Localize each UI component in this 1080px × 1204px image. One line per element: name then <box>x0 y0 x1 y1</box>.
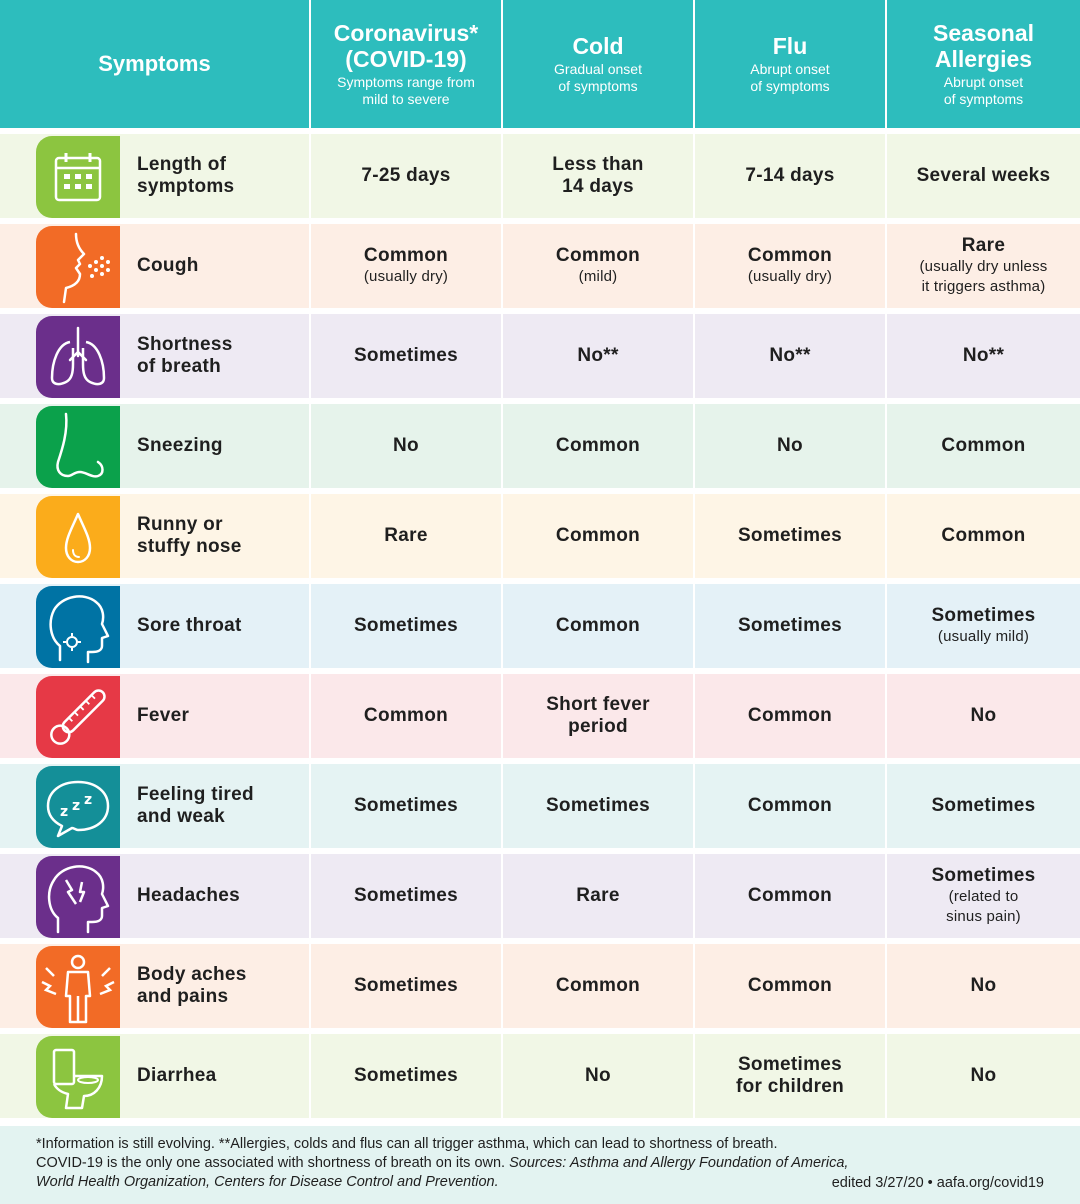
table-cell <box>887 854 1080 938</box>
symptom-label: Cough <box>137 255 199 276</box>
table-cell <box>695 314 885 398</box>
cell-value: Sometimes <box>737 525 843 546</box>
cell-value: No <box>970 1065 997 1086</box>
table-cell <box>503 1034 693 1118</box>
table-cell <box>311 224 501 308</box>
cell-value: 7-25 days <box>361 165 451 186</box>
table-cell <box>695 494 885 578</box>
sleep-bubble-icon <box>36 766 120 848</box>
svg-text:z: z <box>72 798 81 814</box>
header-col-allergies <box>887 0 1080 128</box>
svg-text:z: z <box>84 792 93 808</box>
table-cell <box>887 134 1080 218</box>
header-col-covid <box>311 0 501 128</box>
cell-note: (mild) <box>578 268 618 285</box>
cell-value: Common <box>941 525 1026 546</box>
cell-value: Common <box>363 705 449 726</box>
symptom-label: Diarrhea <box>137 1065 217 1086</box>
symptom-row <box>0 584 1080 668</box>
cell-note: (usually dry unless it triggers asthma) <box>919 258 1048 295</box>
cell-value: Sometimes <box>353 345 459 366</box>
symptom-row <box>0 944 1080 1028</box>
cell-value: No** <box>769 345 811 366</box>
table-cell <box>503 404 693 488</box>
symptom-row <box>0 1034 1080 1118</box>
table-cell <box>695 674 885 758</box>
cell-value: Sometimes <box>737 615 843 636</box>
symptom-label: Length of symptoms <box>137 154 235 197</box>
header-symptoms-label: Symptoms <box>98 51 211 76</box>
cell-value: No** <box>962 345 1005 366</box>
cell-value: Common <box>747 245 833 266</box>
table-cell <box>503 854 693 938</box>
cell-value: Common <box>555 435 641 456</box>
cell-value: Common <box>555 615 641 636</box>
cell-value: Sometimes <box>931 795 1036 816</box>
cell-value: Rare <box>384 525 428 546</box>
cell-note: (usually dry) <box>363 268 449 285</box>
table-cell <box>503 134 693 218</box>
header-col-flu <box>695 0 885 128</box>
footnote-line1: *Information is still evolving. **Allergies, colds and flus can all trigger asthma, which can lead to shortness of breath. <box>36 1136 778 1152</box>
cell-value: Sometimes <box>353 1065 459 1086</box>
header-col-subtitle: Abrupt onset of symptoms <box>750 61 830 94</box>
symptom-label: Sore throat <box>137 615 242 636</box>
symptom-label: Headaches <box>137 885 241 906</box>
table-cell <box>503 494 693 578</box>
table-cell <box>311 494 501 578</box>
symptom-label: Runny or stuffy nose <box>137 514 242 557</box>
table-cell <box>887 1034 1080 1118</box>
cough-face-icon <box>36 226 120 308</box>
cell-value: No <box>777 435 803 456</box>
table-cell <box>695 1034 885 1118</box>
table-cell <box>887 944 1080 1028</box>
cell-value: Common <box>747 885 833 906</box>
cell-value: Common <box>363 245 449 266</box>
cell-value: Less than 14 days <box>552 154 644 197</box>
footnote-sources-line3: World Health Organization, Centers for Disease Control and Prevention. <box>36 1174 499 1190</box>
toilet-icon <box>36 1036 120 1118</box>
footnote <box>0 1126 1080 1204</box>
table-cell <box>311 674 501 758</box>
symptom-label: Body aches and pains <box>137 964 247 1007</box>
table-cell <box>887 584 1080 668</box>
cell-value: Sometimes for children <box>735 1054 845 1097</box>
symptom-label: Fever <box>137 705 190 726</box>
body-aches-icon <box>36 946 120 1028</box>
cell-note: (usually dry) <box>747 268 833 285</box>
table-cell <box>311 404 501 488</box>
cell-value: No <box>970 705 997 726</box>
table-cell <box>503 224 693 308</box>
cell-value: Sometimes <box>353 885 459 906</box>
cell-value: Sometimes <box>931 865 1036 886</box>
cell-value: Common <box>555 975 641 996</box>
table-cell <box>311 764 501 848</box>
headache-icon <box>36 856 120 938</box>
cell-value: 7-14 days <box>745 165 835 186</box>
cell-value: Short fever period <box>546 694 650 737</box>
cell-value: Common <box>941 435 1026 456</box>
table-cell <box>503 674 693 758</box>
table-cell <box>311 944 501 1028</box>
lungs-icon <box>36 316 120 398</box>
table-cell <box>503 764 693 848</box>
header-col-subtitle: Symptoms range from mild to severe <box>337 74 475 107</box>
table-cell <box>695 944 885 1028</box>
header-col-title: Flu <box>772 33 808 59</box>
table-cell <box>503 314 693 398</box>
cell-note: (related to sinus pain) <box>946 888 1021 925</box>
nose-icon <box>36 406 120 488</box>
header-col-subtitle: Gradual onset of symptoms <box>554 61 642 94</box>
table-cell <box>311 1034 501 1118</box>
footnote-line2 <box>36 1154 1044 1173</box>
table-cell <box>695 224 885 308</box>
symptom-row <box>0 134 1080 218</box>
table-cell <box>695 584 885 668</box>
table-cell <box>887 314 1080 398</box>
table-cell <box>503 584 693 668</box>
cell-value: Rare <box>961 235 1006 256</box>
svg-text:z: z <box>60 804 69 820</box>
symptom-label: Sneezing <box>137 435 223 456</box>
cell-value: Common <box>747 705 833 726</box>
cell-value: Common <box>747 975 833 996</box>
calendar-icon <box>36 136 120 218</box>
header-col-title: Cold <box>572 33 624 59</box>
cell-value: Common <box>555 245 641 266</box>
cell-value: No <box>585 1065 611 1086</box>
header-symptoms <box>0 0 309 128</box>
cell-value: Sometimes <box>931 605 1036 626</box>
table-cell <box>887 764 1080 848</box>
footnote-line2-text: COVID-19 is the only one associated with shortness of breath on its own. <box>36 1155 506 1171</box>
symptom-row <box>0 674 1080 758</box>
table-cell <box>311 314 501 398</box>
header-col-title: Seasonal Allergies <box>933 20 1034 72</box>
table-cell <box>887 404 1080 488</box>
table-cell <box>503 944 693 1028</box>
cell-value: Common <box>555 525 641 546</box>
table-cell <box>311 584 501 668</box>
table-cell <box>695 764 885 848</box>
table-cell <box>695 854 885 938</box>
cell-value: Common <box>747 795 833 816</box>
table-cell <box>887 494 1080 578</box>
cell-value: No <box>393 435 419 456</box>
symptom-label: Feeling tired and weak <box>137 784 254 827</box>
table-cell <box>311 854 501 938</box>
symptom-row <box>0 764 1080 848</box>
cell-note: (usually mild) <box>937 628 1030 645</box>
symptom-label: Shortness of breath <box>137 334 233 377</box>
cell-value: Sometimes <box>353 615 459 636</box>
table-cell <box>695 134 885 218</box>
symptom-row <box>0 314 1080 398</box>
header-col-title: Coronavirus* (COVID-19) <box>333 20 479 72</box>
header-col-cold <box>503 0 693 128</box>
droplet-icon <box>36 496 120 578</box>
table-cell <box>887 674 1080 758</box>
symptom-row <box>0 854 1080 938</box>
table-cell <box>695 404 885 488</box>
symptom-row <box>0 224 1080 308</box>
cell-value: Sometimes <box>353 795 459 816</box>
cell-value: Rare <box>576 885 620 906</box>
symptom-row <box>0 494 1080 578</box>
sore-throat-icon <box>36 586 120 668</box>
footnote-sources: Sources: Asthma and Allergy Foundation of America, <box>509 1155 849 1171</box>
header-col-subtitle: Abrupt onset of symptoms <box>943 74 1024 107</box>
table-cell <box>311 134 501 218</box>
cell-value: No <box>970 975 997 996</box>
table-cell <box>887 224 1080 308</box>
cell-value: Several weeks <box>916 165 1051 186</box>
cell-value: Sometimes <box>545 795 651 816</box>
footnote-edited: edited 3/27/20 • aafa.org/covid19 <box>831 1175 1044 1191</box>
cell-value: No** <box>577 345 619 366</box>
thermometer-icon <box>36 676 120 758</box>
symptom-row <box>0 404 1080 488</box>
cell-value: Sometimes <box>353 975 459 996</box>
